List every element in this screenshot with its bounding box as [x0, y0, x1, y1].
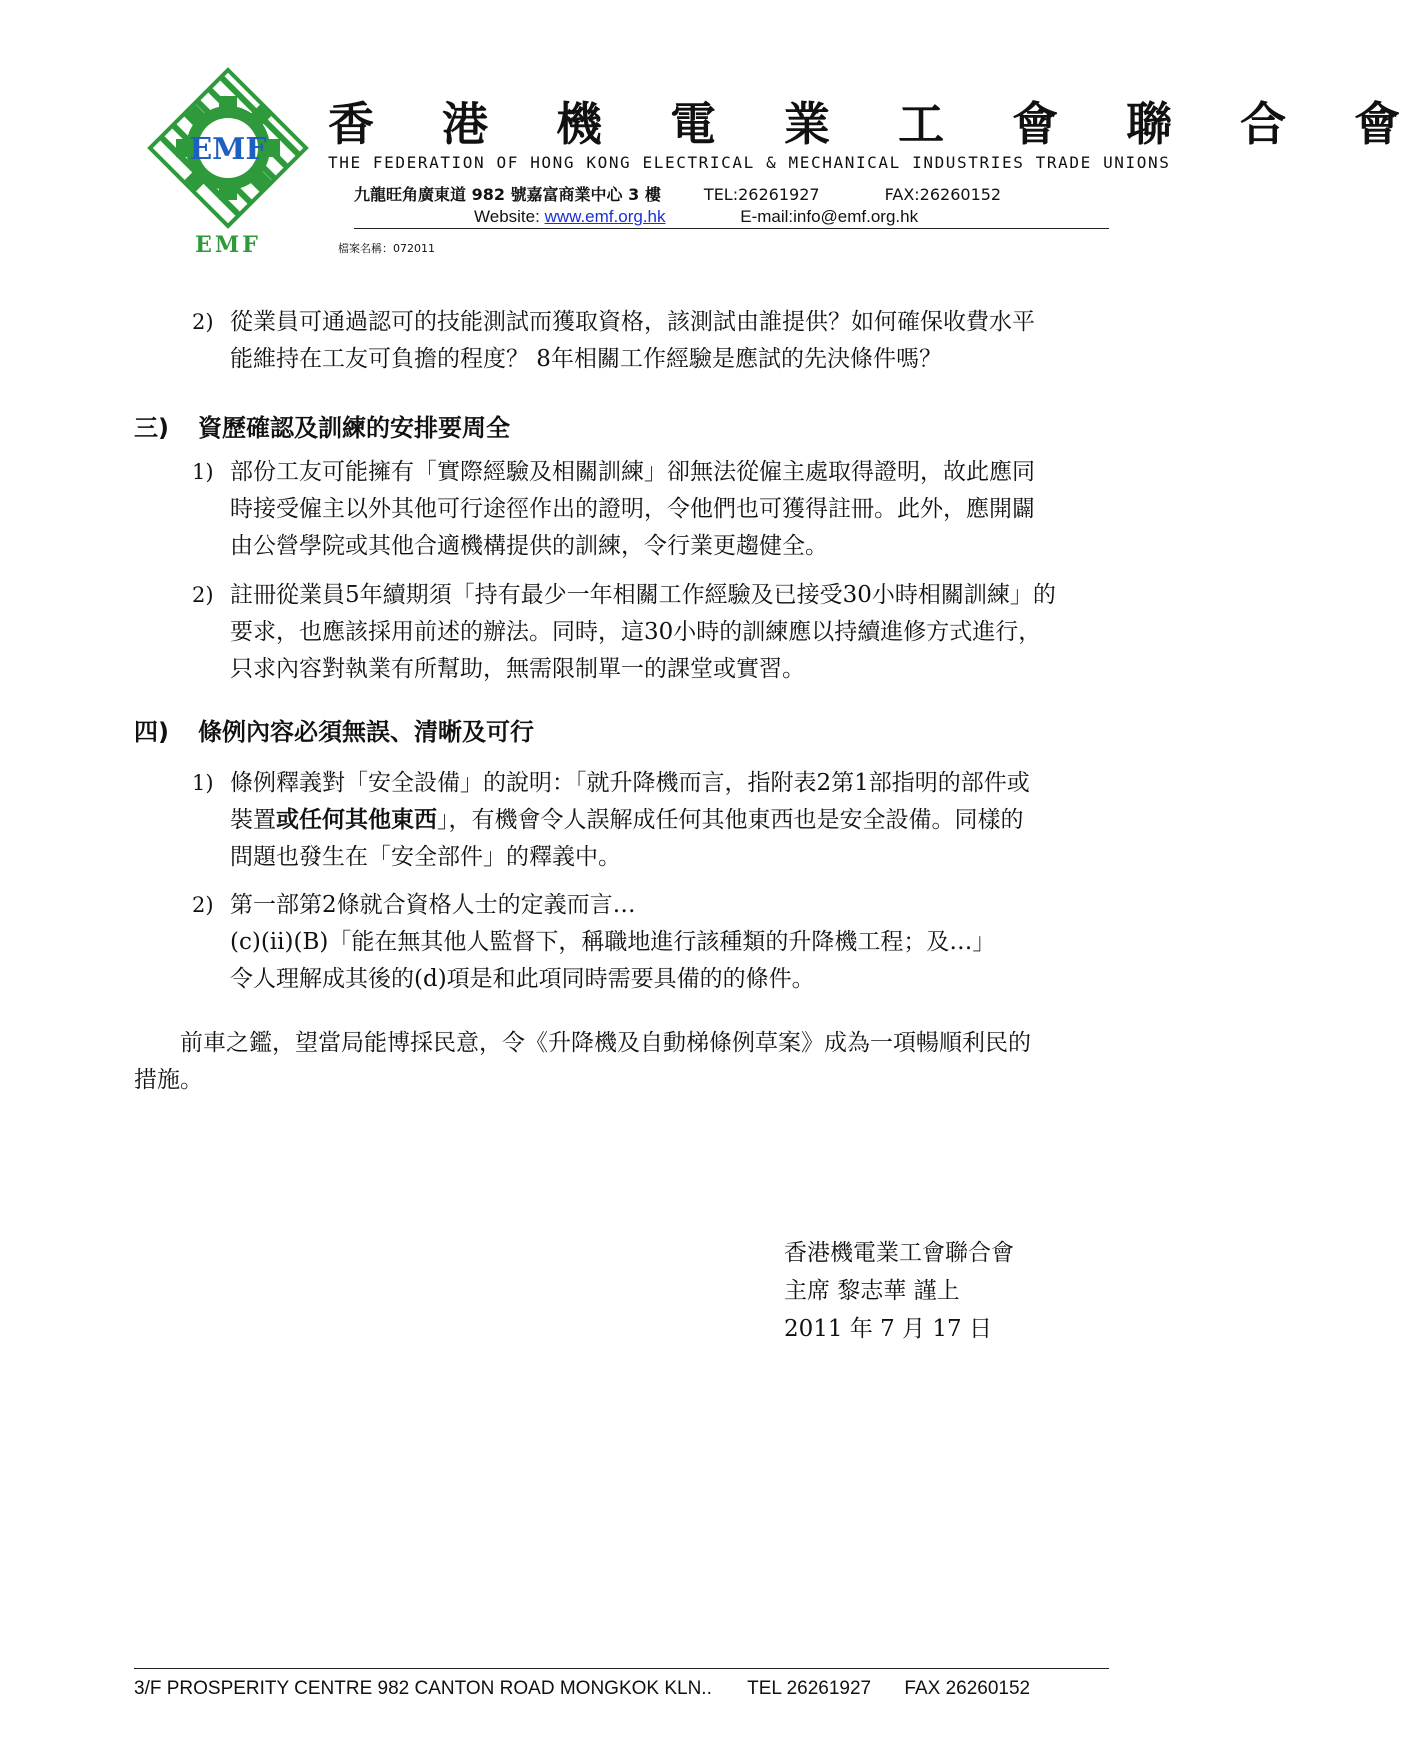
- item-number: 1): [192, 771, 214, 795]
- paragraph-line: 問題也發生在「安全部件」的釋義中。: [230, 844, 621, 870]
- section-heading-4: [134, 712, 534, 747]
- paragraph-line: 令人理解成其後的(d)項是和此項同時需要具備的的條件。: [230, 966, 815, 992]
- item-number: 2): [192, 583, 214, 607]
- closing-line: 措施。: [134, 1067, 203, 1093]
- header-tel: TEL:26261927: [703, 185, 820, 204]
- emphasis-text: 或任何其他東西: [276, 807, 437, 833]
- paragraph-line: 部份工友可能擁有「實際經驗及相關訓練」卻無法從僱主處取得證明，故此應同: [230, 459, 1035, 485]
- address-cn: 九龍旺角廣東道 982 號嘉富商業中心 3 樓: [354, 185, 661, 204]
- address-line: [354, 182, 1001, 205]
- footer-tel: TEL 26261927: [747, 1678, 872, 1699]
- emf-logo: [148, 68, 308, 258]
- email-text: E-mail:info@emf.org.hk: [740, 207, 919, 226]
- section-label: 三): [134, 414, 169, 442]
- svg-text:EMF: EMF: [189, 132, 267, 167]
- item-number: 1): [192, 460, 214, 484]
- paragraph-line: 能維持在工友可負擔的程度？ 8年相關工作經驗是應試的先決條件嗎？: [230, 346, 942, 372]
- org-name-cn: 香 港 機 電 業 工 會 聯 合 會: [328, 97, 1426, 151]
- web-line: [474, 207, 918, 227]
- section-title: 資歷確認及訓練的安排要周全: [198, 414, 510, 442]
- signature-signer: 主席 黎志華 謹上: [784, 1278, 960, 1304]
- paragraph-line: 註冊從業員5年續期須「持有最少一年相關工作經驗及已接受30小時相關訓練」的: [230, 582, 1056, 608]
- closing-line: 前車之鑑，望當局能博採民意，令《升降機及自動梯條例草案》成為一項暢順利民的: [180, 1030, 1031, 1056]
- paragraph-line: 要求，也應該採用前述的辦法。同時，這30小時的訓練應以持續進修方式進行，: [230, 619, 1042, 645]
- signature-date: 2011 年 7 月 17 日: [784, 1316, 992, 1342]
- footer-divider: [134, 1668, 1109, 1669]
- paragraph-line: 由公營學院或其他合適機構提供的訓練，令行業更趨健全。: [230, 533, 828, 559]
- section-label: 四): [134, 718, 169, 746]
- file-number: 檔案名稱：072011: [338, 242, 435, 255]
- text-run: 」，有機會令人誤解成任何其他東西也是安全設備。同樣的: [437, 807, 1024, 833]
- footer: [134, 1678, 1109, 1700]
- section-title: 條例內容必須無誤、清晰及可行: [198, 718, 534, 746]
- paragraph-line: 時接受僱主以外其他可行途徑作出的證明，令他們也可獲得註冊。此外，應開闢: [230, 496, 1035, 522]
- footer-fax: FAX 26260152: [904, 1678, 1031, 1699]
- paragraph-line: 條例釋義對「安全設備」的說明：「就升降機而言，指附表2第1部指明的部件或: [230, 770, 1030, 796]
- website-label: Website:: [474, 207, 545, 226]
- emf-logo-graphic: [148, 68, 308, 258]
- item-number: 2): [192, 893, 214, 917]
- org-name-en: THE FEDERATION OF HONG KONG ELECTRICAL & MECHANICAL INDUSTRIES TRADE UNIONS: [328, 153, 1171, 172]
- footer-address: 3/F PROSPERITY CENTRE 982 CANTON ROAD MONGKOK KLN..: [134, 1678, 712, 1699]
- section-heading-3: [134, 408, 510, 443]
- svg-text:EMF: EMF: [195, 232, 261, 258]
- website-link[interactable]: www.emf.org.hk: [544, 207, 666, 226]
- header-divider: [354, 228, 1109, 229]
- signature-org: 香港機電業工會聯合會: [784, 1240, 1014, 1266]
- paragraph-line: 從業員可通過認可的技能測試而獲取資格，該測試由誰提供？如何確保收費水平: [230, 309, 1035, 335]
- paragraph-line: 只求內容對執業有所幫助，無需限制單一的課堂或實習。: [230, 656, 805, 682]
- item-number: 2): [192, 310, 214, 334]
- paragraph-line: (c)(ii)(B)「能在無其他人監督下，稱職地進行該種類的升降機工程；及…」: [230, 929, 996, 955]
- paragraph-line: [230, 802, 1024, 839]
- paragraph-line: 第一部第2條就合資格人士的定義而言…: [230, 892, 636, 918]
- text-run: 裝置: [230, 807, 276, 833]
- header-fax: FAX:26260152: [884, 185, 1002, 204]
